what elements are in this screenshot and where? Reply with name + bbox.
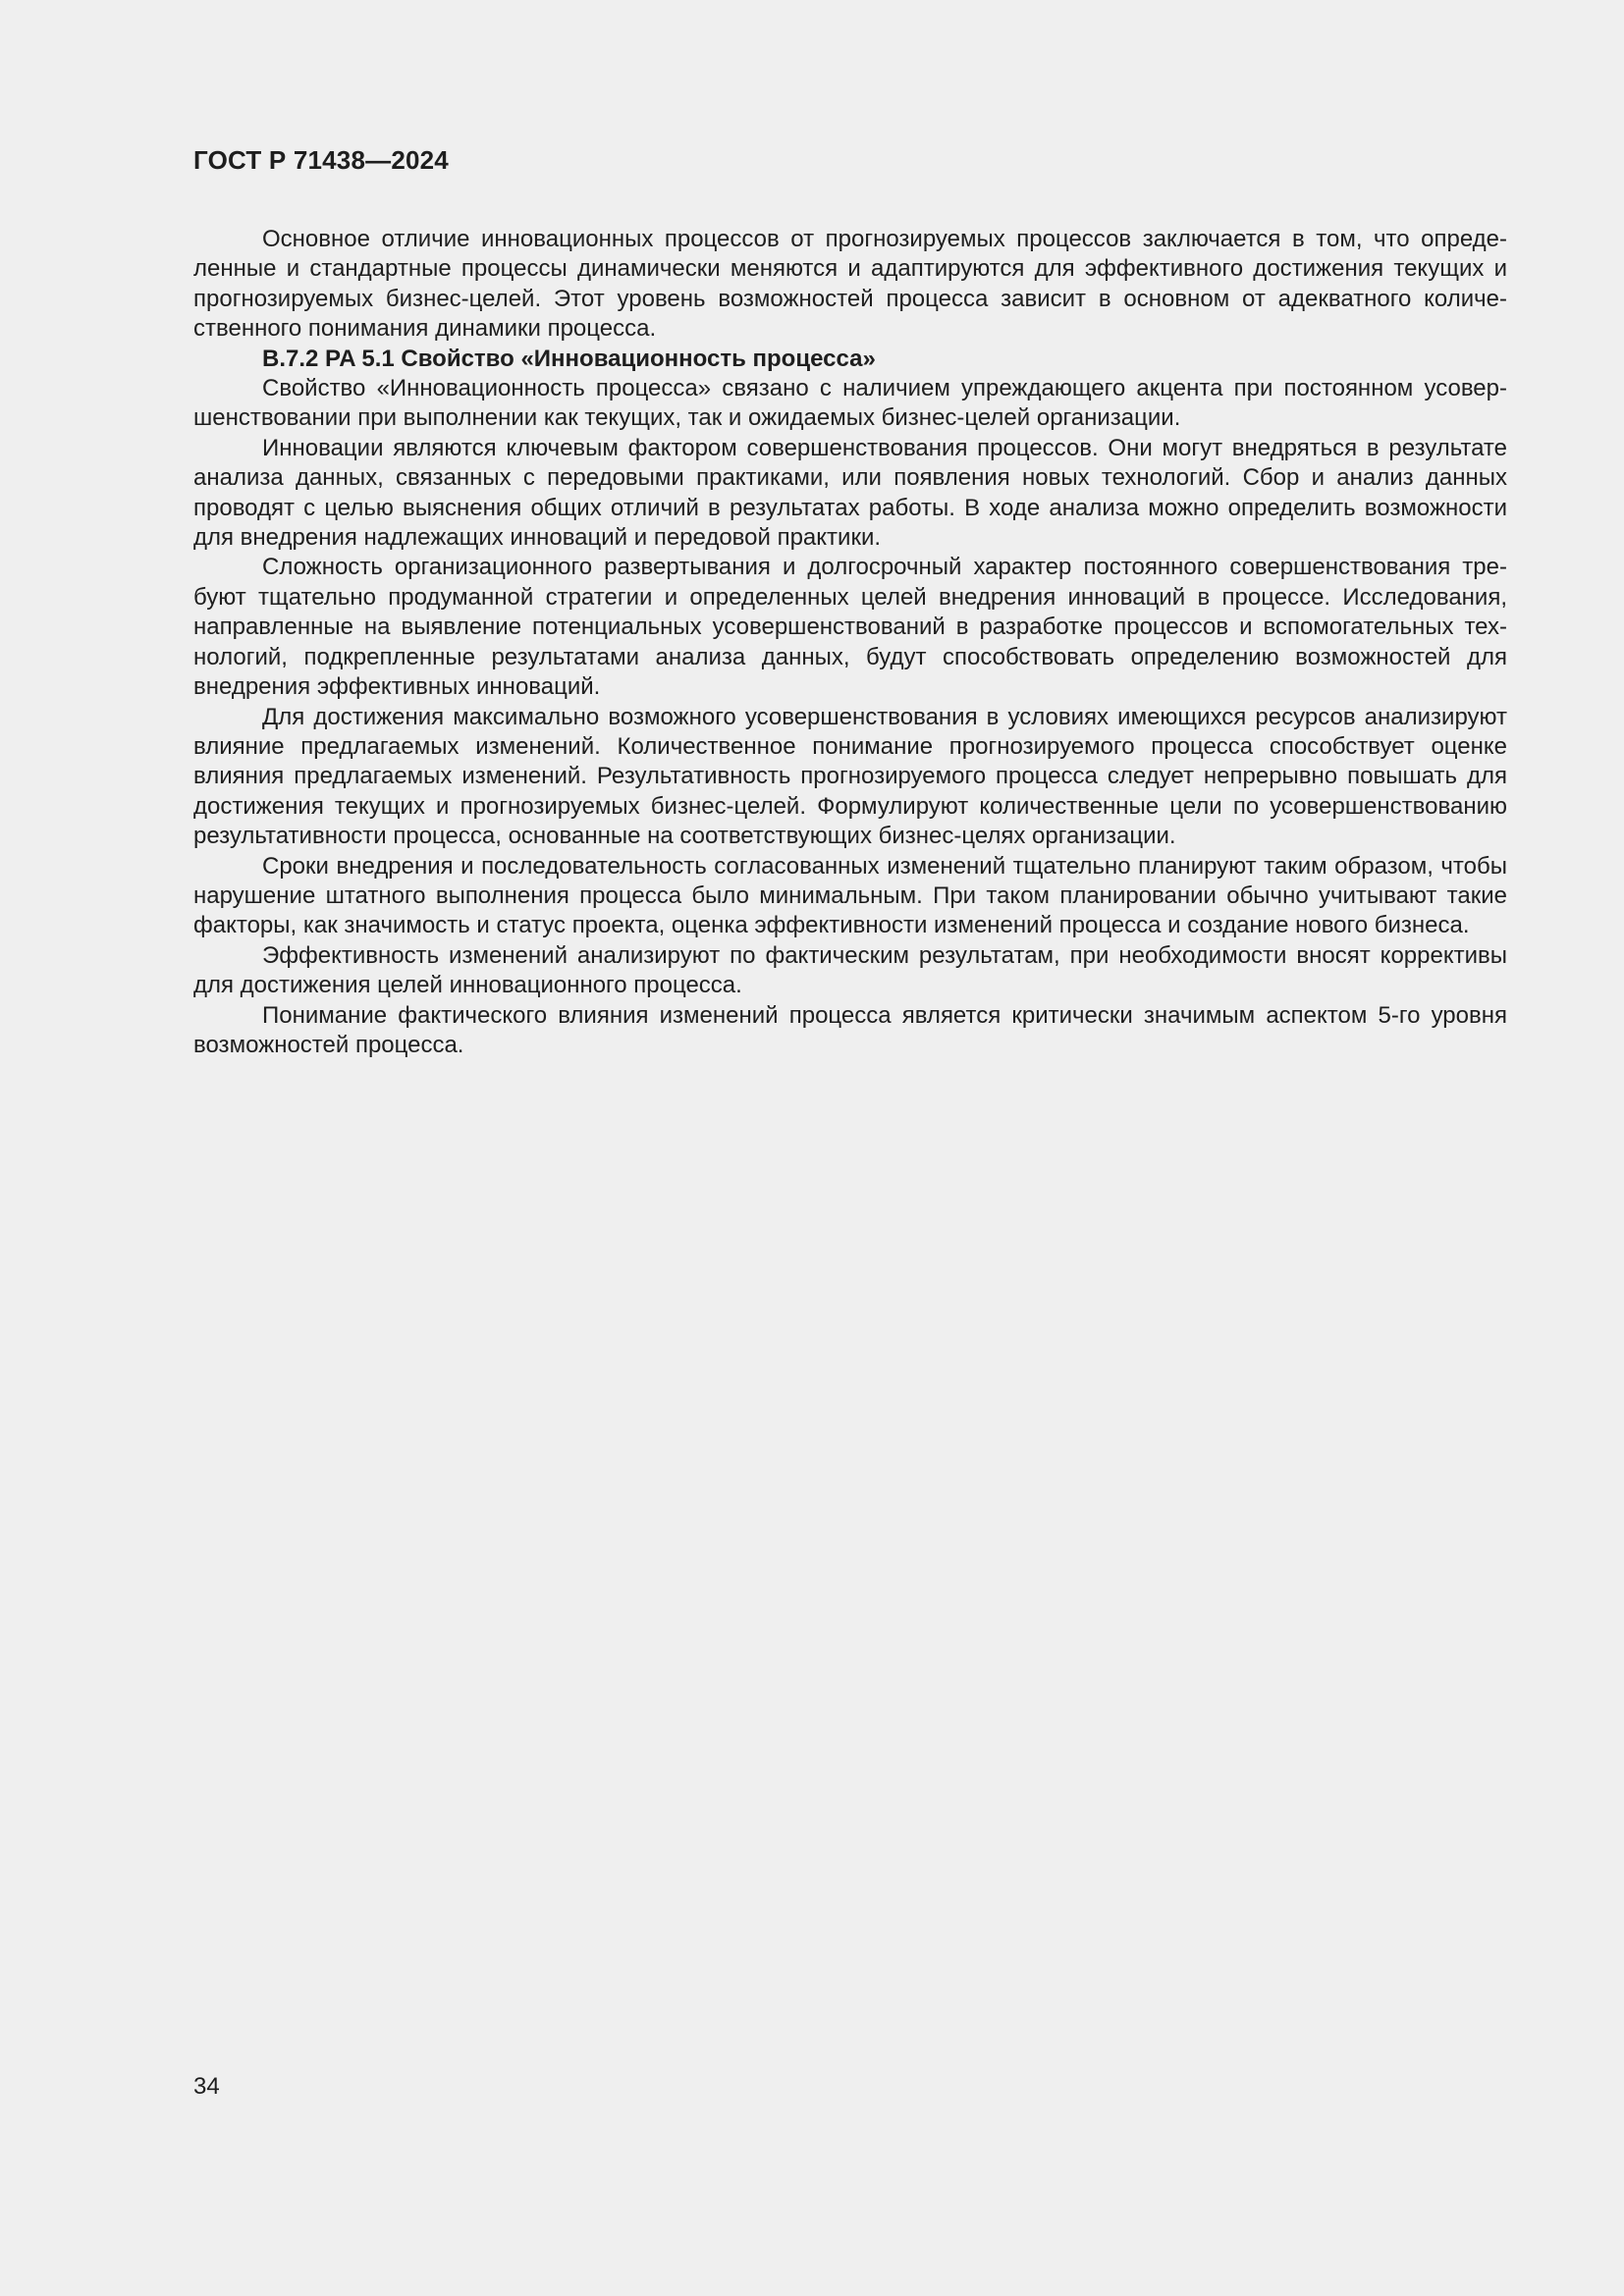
paragraph: Понимание фактического влияния изменений процесса является критически значимым аспектом 5-го уровня возможностей процесса. xyxy=(193,1001,1507,1058)
paragraph: Сложность организационного развертывания и долгосрочный характер постоянного совершенствования требуют тщательно продуманной стратегии и определенных целей внедрения инноваций в процессе. Исследования, направленные на выявление потенциальных усовершенствований в разработке процессов и вспомогательных технологий, подкрепленные результатами анализа данных, будут способствовать определению возможностей для внедрения эффективных инноваций. xyxy=(193,554,1507,701)
paragraph: Эффективность изменений анализируют по фактическим результатам, при необходимости вносят коррективы для достижения целей инновационного процесса. xyxy=(193,941,1507,999)
page-number: 34 xyxy=(193,2073,220,2100)
paragraph: Для достижения максимально возможного усовершенствования в условиях имеющихся ресурсов анализируют влияние предлагаемых изменений. Количественное понимание прогнозируемого процесса способствует оценке влияния предлагаемых изменений. Результативность прогнозируемого процесса следует непрерывно повышать для достижения текущих и прогнозируемых бизнес-целей. Формулируют количественные цели по усовершенствованию результативности процесса, основанные на соответствующих бизнес-целях организации. xyxy=(193,703,1507,850)
subsection-heading: В.7.2 PA 5.1 Свойство «Инновационность процесса» xyxy=(262,345,876,372)
standard-header: ГОСТ Р 71438—2024 xyxy=(193,145,449,175)
paragraph: Инновации являются ключевым фактором совершенствования процессов. Они могут внедряться в результате анализа данных, связанных с передовыми практиками, или появления новых технологий. Сбор и анализ данных проводят с целью выяснения общих отличий в результатах работы. В ходе анализа можно определить возможности для внедрения надлежащих инноваций и передовой практики. xyxy=(193,434,1507,552)
paragraph: Основное отличие инновационных процессов от прогнозируемых процессов заключается в том, что определенные и стандартные процессы динамически меняются и адаптируются для эффективного достижения текущих и прогнозируемых бизнес-целей. Этот уровень возможностей процесса зависит в основном от адекватного количественного понимания динамики процесса. xyxy=(193,226,1507,343)
paragraph: Сроки внедрения и последовательность согласованных изменений тщательно планируют таким образом, чтобы нарушение штатного выполнения процесса было минимальным. При таком планировании обычно учитывают такие факторы, как значимость и статус проекта, оценка эффективности изменений процесса и создание нового бизнеса. xyxy=(193,852,1507,939)
paragraph: Свойство «Инновационность процесса» связано с наличием упреждающего акцента при постоянном усовершенствовании при выполнении как текущих, так и ожидаемых бизнес-целей организации. xyxy=(193,375,1507,432)
document-page xyxy=(193,0,1507,2296)
document-body xyxy=(193,225,1507,1060)
